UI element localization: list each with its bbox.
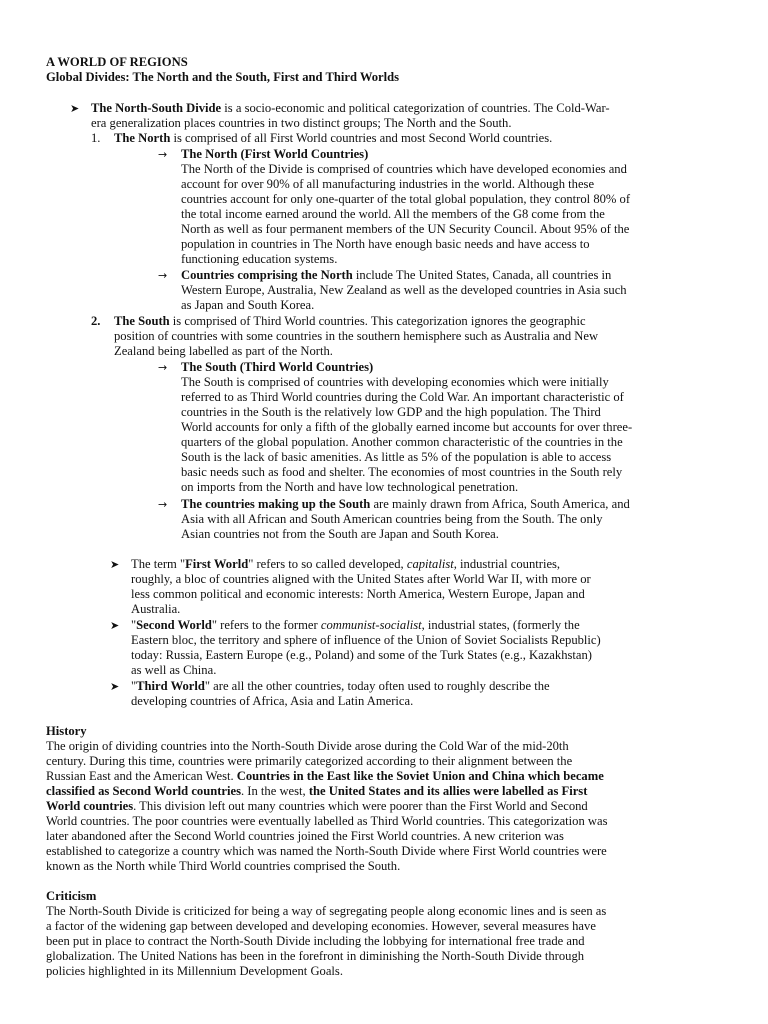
- right-arrow-icon: →: [158, 148, 168, 161]
- south-sub1-line: The South is comprised of countries with developing economies which were initially: [181, 375, 609, 389]
- divide-line-2: era generalization places countries in two distinct groups; The North and the South.: [91, 116, 512, 130]
- north-number: 1.: [91, 131, 101, 145]
- south-number: 2.: [91, 314, 101, 328]
- south-sub1-heading: The South (Third World Countries): [181, 360, 374, 374]
- criticism-line: The North-South Divide is criticized for being a way of segregating people along economic lines and is seen as: [46, 904, 607, 918]
- north-sub1-line: North as well as four permanent members of the UN Security Council. About 95% of the: [181, 222, 630, 236]
- page-subtitle: Global Divides: The North and the South, First and Third Worlds: [46, 70, 400, 84]
- second-world-line-1: "Second World" refers to the former communist-socialist, industrial states, (formerly the: [131, 618, 580, 632]
- south-sub1-line: quarters of the global population. Another common characteristic of the countries in the: [181, 435, 623, 449]
- second-world-line-3: today: Russia, Eastern Europe (e.g., Poland) and some of the Turk States (e.g., Kazakhstan): [131, 648, 592, 662]
- south-sub1-line: referred to as Third World countries during the Cold War. An important characteristic of: [181, 390, 624, 404]
- arrowhead-bullet-icon: ➤: [110, 680, 120, 693]
- right-arrow-icon: →: [158, 269, 168, 282]
- south-line-2: position of countries with some countries in the southern hemisphere such as Australia and New: [114, 329, 599, 343]
- arrowhead-bullet-icon: ➤: [70, 102, 80, 115]
- history-line: known as the North while Third World countries comprised the South.: [46, 859, 401, 873]
- criticism-line: been put in place to contract the North-South Divide including the lobbying for international free trade and: [46, 934, 585, 948]
- south-sub1-line: World accounts for only a fifth of the globally earned income but accounts for over three-: [181, 420, 633, 434]
- north-sub1-line: countries account for only one-quarter of the total global population, they control 80% of: [181, 192, 631, 206]
- right-arrow-icon: →: [158, 498, 168, 511]
- history-line: World countries. The poor countries were eventually labelled as Third World countries. This categorization was: [46, 814, 608, 828]
- history-line: century. During this time, countries were primarily categorized according to their alignment between the: [46, 754, 573, 768]
- north-line: The North is comprised of all First World countries and most Second World countries.: [114, 131, 553, 145]
- page-title: A WORLD OF REGIONS: [46, 55, 188, 69]
- north-sub1-heading: The North (First World Countries): [181, 147, 369, 161]
- south-line-1: The South is comprised of Third World countries. This categorization ignores the geographic: [114, 314, 586, 328]
- first-world-line-1: The term "First World" refers to so called developed, capitalist, industrial countries,: [131, 557, 561, 571]
- history-line: Russian East and the American West. Countries in the East like the Soviet Union and China which became: [46, 769, 604, 783]
- south-sub2-line-1: The countries making up the South are mainly drawn from Africa, South America, and: [181, 497, 630, 511]
- second-world-line-4: as well as China.: [131, 663, 217, 677]
- north-sub2-line-2: Western Europe, Australia, New Zealand as well as the developed countries in Asia such: [181, 283, 627, 297]
- arrowhead-bullet-icon: ➤: [110, 619, 120, 632]
- first-world-line-2: roughly, a bloc of countries aligned with the United States after World War II, with more or: [131, 572, 591, 586]
- north-sub1-line: The North of the Divide is comprised of countries which have developed economies and: [181, 162, 627, 176]
- criticism-line: globalization. The United Nations has been in the forefront in diminishing the North-South Divide through: [46, 949, 585, 963]
- history-line: classified as Second World countries. In the west, the United States and its allies were labelled as First: [46, 784, 588, 798]
- third-world-line-2: developing countries of Africa, Asia and Latin America.: [131, 694, 414, 708]
- south-sub1-line: South is the lack of basic amenities. As little as 5% of the population is able to access: [181, 450, 612, 464]
- arrowhead-bullet-icon: ➤: [110, 558, 120, 571]
- history-heading: History: [46, 724, 87, 738]
- south-sub1-line: countries in the South is the relatively low GDP and the high population. The Third: [181, 405, 601, 419]
- history-line: established to categorize a country which was named the North-South Divide where First World countries were: [46, 844, 607, 858]
- history-line: later abandoned after the Second World countries joined the First World countries. A new criterion was: [46, 829, 564, 843]
- south-sub1-line: on imports from the North and have low technological penetration.: [181, 480, 519, 494]
- south-sub2-line-3: Asian countries not from the South are Japan and South Korea.: [181, 527, 499, 541]
- north-sub1-line: account for over 90% of all manufacturing industries in the world. Although these: [181, 177, 595, 191]
- south-sub2-line-2: Asia with all African and South American countries being from the South. The only: [181, 512, 603, 526]
- north-sub1-line: population in countries in The North have enough basic needs and have access to: [181, 237, 590, 251]
- north-sub2-line-1: Countries comprising the North include The United States, Canada, all countries in: [181, 268, 612, 282]
- criticism-line: policies highlighted in its Millennium Development Goals.: [46, 964, 343, 978]
- south-sub1-line: basic needs such as food and shelter. The economies of most countries in the South rely: [181, 465, 623, 479]
- right-arrow-icon: →: [158, 361, 168, 374]
- second-world-line-2: Eastern bloc, the territory and sphere of influence of the Union of Soviet Socialists Republic): [131, 633, 601, 647]
- north-sub1-line: the total income earned around the world. All the members of the G8 come from the: [181, 207, 605, 221]
- south-line-3: Zealand being labelled as part of the North.: [114, 344, 333, 358]
- history-line: The origin of dividing countries into the North-South Divide arose during the Cold War of the mid-20th: [46, 739, 569, 753]
- criticism-heading: Criticism: [46, 889, 97, 903]
- first-world-line-3: less common political and economic interests: North America, Western Europe, Japan and: [131, 587, 585, 601]
- criticism-line: a factor of the widening gap between developed and developing economies. However, several measures have: [46, 919, 596, 933]
- first-world-line-4: Australia.: [131, 602, 181, 616]
- divide-line-1: The North-South Divide is a socio-economic and political categorization of countries. The Cold-War-: [91, 101, 610, 115]
- third-world-line-1: "Third World" are all the other countries, today often used to roughly describe the: [131, 679, 550, 693]
- north-sub2-line-3: as Japan and South Korea.: [181, 298, 315, 312]
- history-line: World countries. This division left out many countries which were poorer than the First World and Second: [46, 799, 588, 813]
- north-sub1-line: functioning education systems.: [181, 252, 338, 266]
